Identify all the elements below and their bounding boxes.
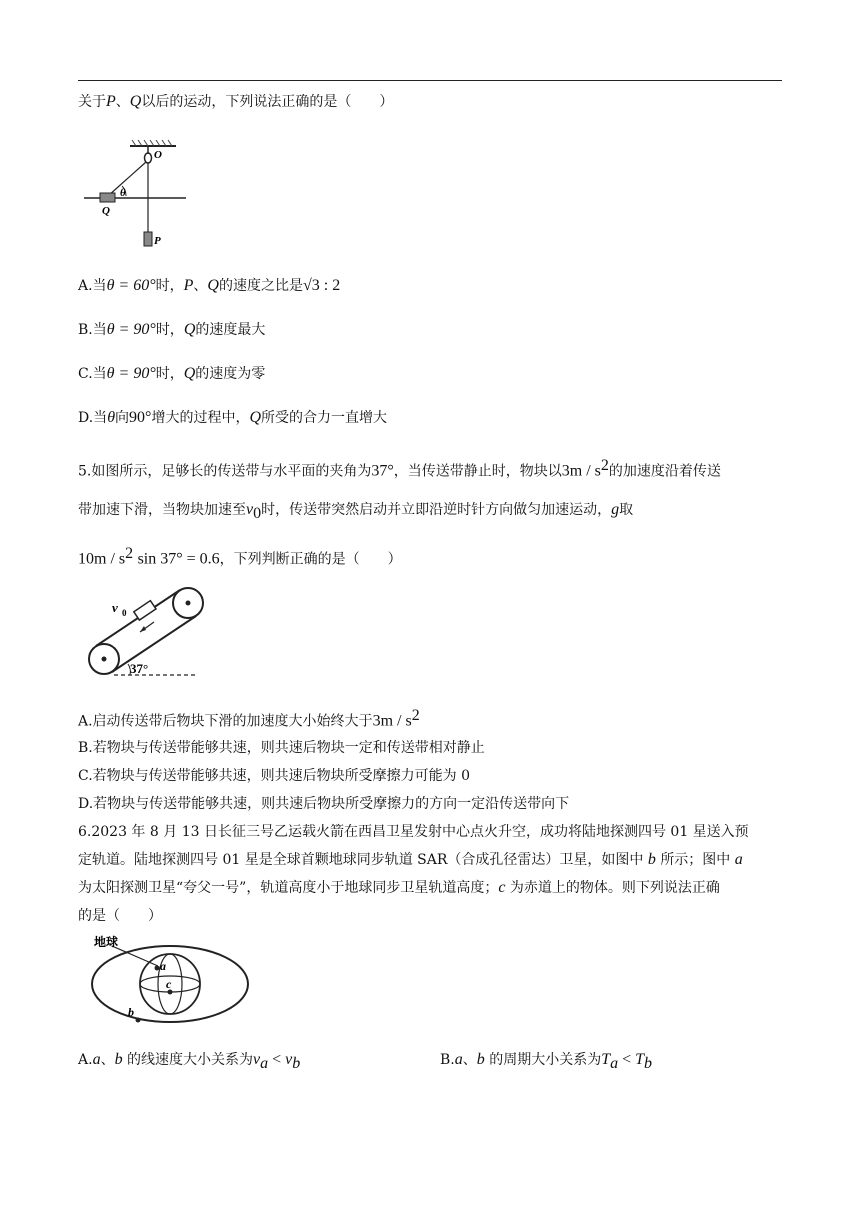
- orbit-figure: [84, 930, 270, 1026]
- label-c: c: [166, 977, 172, 991]
- q6-option-b: B.a、b 的周期大小关系为$T_a < T_b$: [440, 1051, 653, 1072]
- label-37deg: 37°: [130, 661, 149, 676]
- q4-stem: 关于P、Q以后的运动，下列说法正确的是（ ）: [78, 93, 394, 110]
- q6-stem-line2: 定轨道。陆地探测四号 01 星是全球首颗地球同步轨道 SAR（合成孔径雷达）卫星，如图中 b 所示；图中 a: [78, 851, 743, 868]
- q4-option-a: A.当θ = 60°时，P、Q的速度之比是√3 : 2: [78, 277, 341, 294]
- label-earth: 地球: [94, 935, 119, 949]
- q5-stem-line1: 5.如图所示，足够长的传送带与水平面的夹角为37°，当传送带静止时，物块以$3m / s^2$的加速度沿着传送: [78, 457, 721, 480]
- q5-option-d: D.若物块与传送带能够共速，则共速后物块所受摩擦力的方向一定沿传送带向下: [78, 796, 570, 812]
- q6-option-a: A.a、b 的线速度大小关系为$v_a < v_b$: [78, 1051, 301, 1072]
- pulley-figure: [84, 138, 194, 250]
- label-b: b: [128, 1005, 134, 1019]
- q4-option-d: D.当θ向90°增大的过程中，Q所受的合力一直增大: [78, 409, 388, 426]
- label-theta: θ: [120, 187, 126, 199]
- q4-option-c: C.当θ = 90°时，Q的速度为零: [78, 365, 266, 382]
- label-v0-sub: 0: [122, 608, 127, 618]
- conveyor-figure: [84, 584, 214, 682]
- q5-option-a: A.启动传送带后物块下滑的加速度大小始终大于$3m / s^2$: [78, 707, 420, 730]
- label-v0: v: [112, 600, 118, 615]
- q5-option-b: B.若物块与传送带能够共速，则共速后物块一定和传送带相对静止: [78, 740, 485, 756]
- label-a: a: [160, 959, 166, 973]
- header-rule: [78, 80, 782, 81]
- q6-stem-line4: 的是（ ）: [78, 908, 162, 924]
- label-O: O: [154, 149, 162, 161]
- q6-stem-line3: 为太阳探测卫星“夸父一号”，轨道高度小于地球同步卫星轨道高度；c 为赤道上的物体。则下列说法正确: [78, 879, 720, 896]
- label-Q: Q: [102, 205, 110, 217]
- q4-option-b: B.当θ = 90°时，Q的速度最大: [78, 321, 266, 338]
- label-P: P: [154, 235, 161, 247]
- q5-stem-line3: $10m / s^2$ sin 37° = 0.6，下列判断正确的是（ ）: [78, 545, 402, 568]
- q5-stem-line2: 带加速下滑，当物块加速至$v_0$时，传送带突然启动并立即沿逆时针方向做匀加速运动，g取: [78, 501, 634, 522]
- q5-option-c: C.若物块与传送带能够共速，则共速后物块所受摩擦力可能为 0: [78, 768, 471, 784]
- q6-stem-line1: 6.2023 年 8 月 13 日长征三号乙运载火箭在西昌卫星发射中心点火升空，成功将陆地探测四号 01 星送入预: [78, 824, 749, 840]
